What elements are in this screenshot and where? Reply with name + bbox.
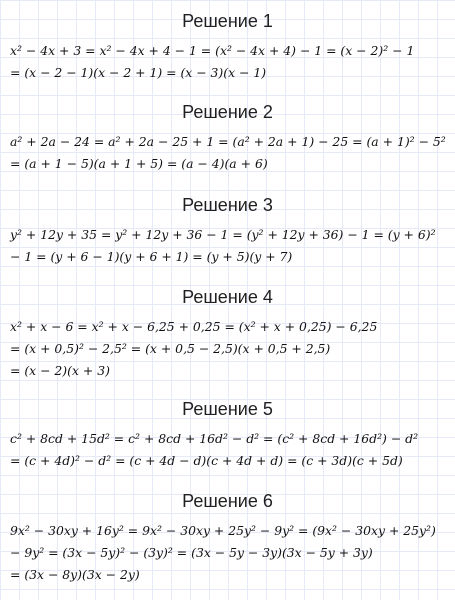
- solution-6: [0, 490, 455, 586]
- formula-line: = (c + 4d)² − d² = (c + 4d − d)(c + 4d + d) = (c + 3d)(c + 5d): [10, 453, 403, 468]
- formula-line: c² + 8cd + 15d² = c² + 8cd + 16d² − d² = (c² + 8cd + 16d²) − d²: [10, 431, 419, 446]
- solution-2: [0, 101, 455, 175]
- solution-4: [0, 286, 455, 382]
- formula-line: = (x − 2)(x + 3): [10, 363, 110, 378]
- solution-1: [0, 10, 455, 84]
- solution-body: [0, 40, 455, 84]
- formula-line: 9x² − 30xy + 16y² = 9x² − 30xy + 25y² − 9y² = (9x² − 30xy + 25y²): [10, 523, 436, 538]
- solution-title: Решение 6: [182, 491, 273, 511]
- formula-line: y² + 12y + 35 = y² + 12y + 36 − 1 = (y² + 12y + 36) − 1 = (y + 6)²: [10, 227, 436, 242]
- formula-line: − 1 = (y + 6 − 1)(y + 6 + 1) = (y + 5)(y + 7): [10, 249, 293, 264]
- formula-line: = (3x − 8y)(3x − 2y): [10, 567, 140, 582]
- formula-line: = (a + 1 − 5)(a + 1 + 5) = (a − 4)(a + 6): [10, 156, 268, 171]
- formula-line: = (x + 0,5)² − 2,5² = (x + 0,5 − 2,5)(x + 0,5 + 2,5): [10, 341, 331, 356]
- formula-line: x² − 4x + 3 = x² − 4x + 4 − 1 = (x² − 4x + 4) − 1 = (x − 2)² − 1: [10, 43, 415, 58]
- formula-line: = (x − 2 − 1)(x − 2 + 1) = (x − 3)(x − 1): [10, 65, 267, 80]
- solution-title: Решение 2: [182, 102, 273, 122]
- solution-3: [0, 194, 455, 268]
- solution-5: [0, 398, 455, 472]
- solution-title: Решение 3: [182, 195, 273, 215]
- solution-body: [0, 316, 455, 382]
- solution-title: Решение 1: [182, 11, 273, 31]
- solution-title: Решение 5: [182, 399, 273, 419]
- solution-body: [0, 428, 455, 472]
- formula-line: − 9y² = (3x − 5y)² − (3y)² = (3x − 5y − 3y)(3x − 5y + 3y): [10, 545, 373, 560]
- formula-line: x² + x − 6 = x² + x − 6,25 + 0,25 = (x² + x + 0,25) − 6,25: [10, 319, 378, 334]
- formula-line: a² + 2a − 24 = a² + 2a − 25 + 1 = (a² + 2a + 1) − 25 = (a + 1)² − 5²: [10, 134, 446, 149]
- solution-body: [0, 520, 455, 586]
- solution-body: [0, 224, 455, 268]
- solution-body: [0, 131, 455, 175]
- solution-title: Решение 4: [182, 287, 273, 307]
